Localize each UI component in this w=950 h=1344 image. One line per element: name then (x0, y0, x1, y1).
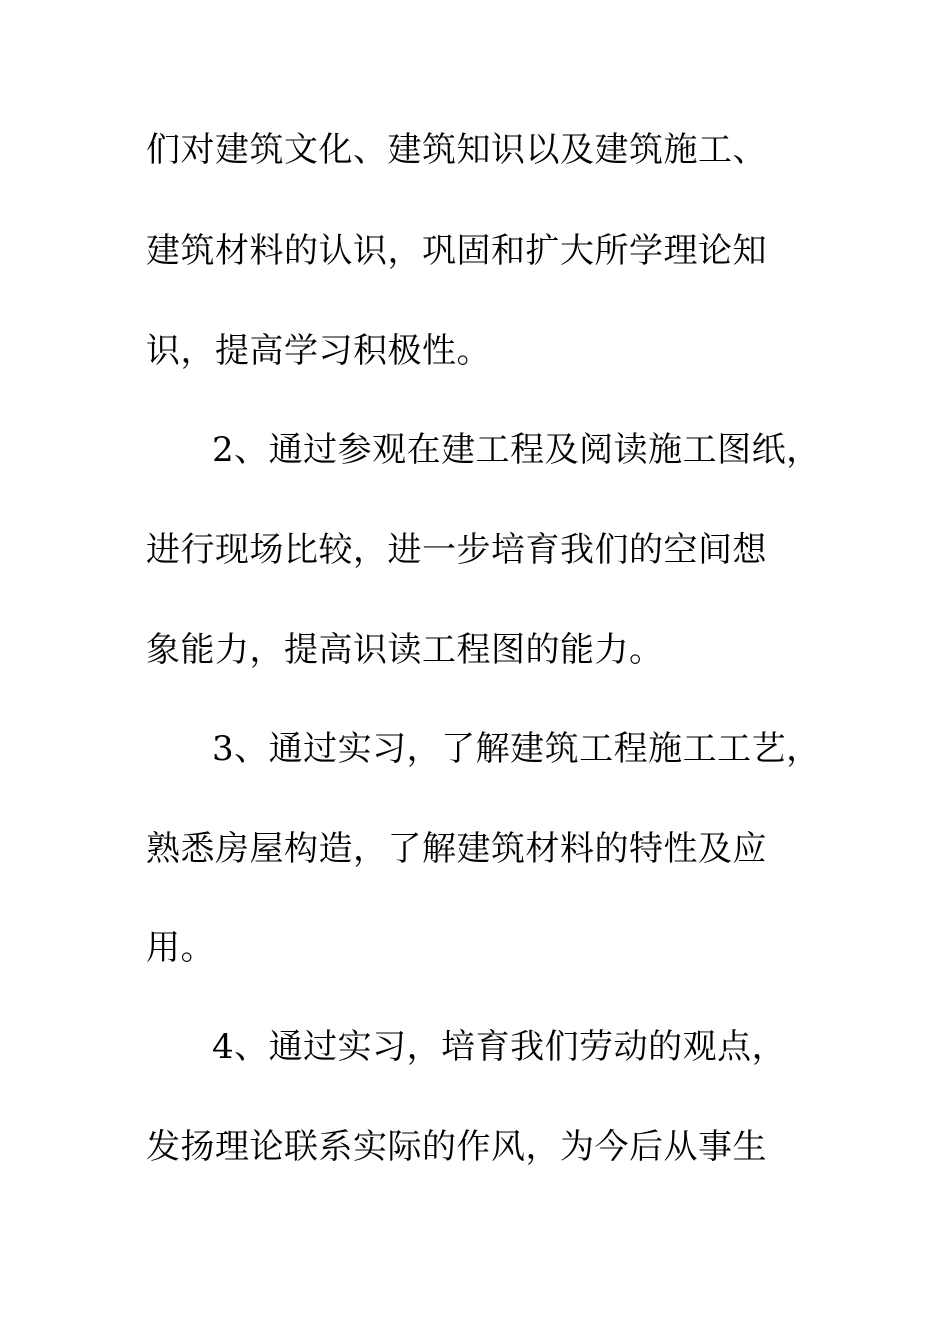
paragraph-item-2: 2、通过参观在建工程及阅读施工图纸， (212, 430, 821, 470)
text-line: 识，提高学习积极性。 (146, 331, 491, 371)
text-line: 熟悉房屋构造，了解建筑材料的特性及应 (146, 829, 767, 869)
text-line: 象能力，提高识读工程图的能力。 (146, 630, 664, 670)
paragraph-item-4: 4、通过实习，培育我们劳动的观点， (212, 1027, 787, 1067)
text-line: 们对建筑文化、建筑知识以及建筑施工、 (146, 130, 767, 170)
paragraph-item-3: 3、通过实习，了解建筑工程施工工艺， (212, 729, 821, 769)
text-line: 进行现场比较，进一步培育我们的空间想 (146, 530, 767, 570)
text-line: 用。 (146, 928, 215, 968)
text-line: 发扬理论联系实际的作风，为今后从事生 (146, 1127, 767, 1167)
text-line: 建筑材料的认识，巩固和扩大所学理论知 (146, 231, 767, 271)
